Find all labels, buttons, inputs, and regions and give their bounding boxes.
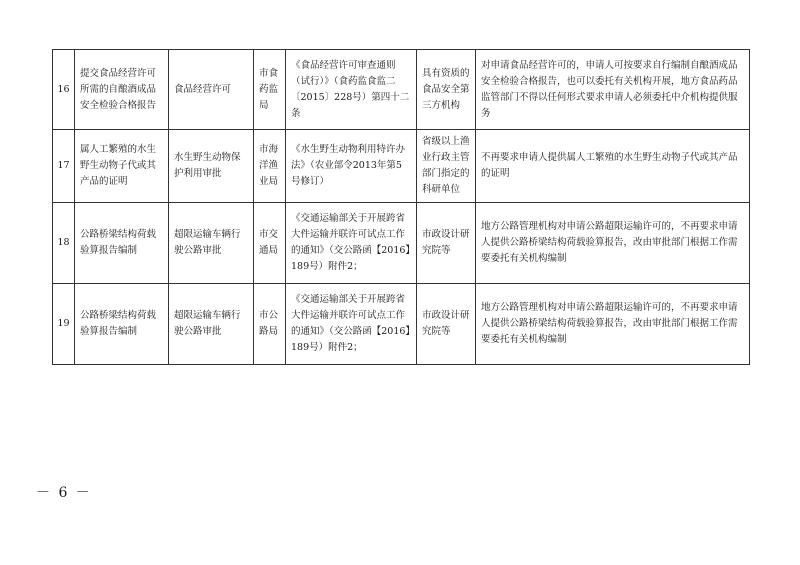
approval-item-cell: 超限运输车辆行驶公路审批 <box>169 284 254 365</box>
service-provider-cell: 市政设计研究院等 <box>417 203 476 284</box>
approval-item-cell: 食品经营许可 <box>169 50 254 130</box>
intermediary-service-cell: 公路桥梁结构荷载验算报告编制 <box>75 284 169 365</box>
row-number: 17 <box>53 130 75 203</box>
legal-basis-cell: 《食品经营许可审查通则（试行）》（食药监食监二〔2015〕228号）第四十二条 <box>286 50 417 130</box>
table-row <box>53 130 750 203</box>
legal-basis-cell: 《交通运输部关于开展跨省大件运输并联许可试点工作的通知》（交公路函【2016】189号）附件2； <box>286 203 417 284</box>
service-provider-cell: 市政设计研究院等 <box>417 284 476 365</box>
department-cell: 市海洋渔业局 <box>254 130 286 203</box>
table-row <box>53 284 750 365</box>
handling-measure-cell: 地方公路管理机构对申请公路超限运输许可的，不再要求申请人提供公路桥梁结构荷载验算报告，改由审批部门根据工作需要委托有关机构编制 <box>476 284 750 365</box>
row-number: 19 <box>53 284 75 365</box>
table-row <box>53 203 750 284</box>
handling-measure-cell: 不再要求申请人提供属人工繁殖的水生野生动物子代或其产品的证明 <box>476 130 750 203</box>
services-table <box>52 49 750 365</box>
row-number: 16 <box>53 50 75 130</box>
service-provider-cell: 具有资质的食品安全第三方机构 <box>417 50 476 130</box>
department-cell: 市交通局 <box>254 203 286 284</box>
handling-measure-cell: 对申请食品经营许可的，申请人可按要求自行编制自酿酒成品安全检验合格报告，也可以委托有关机构开展，地方食品药品监管部门不得以任何形式要求申请人必须委托中介机构提供服务 <box>476 50 750 130</box>
approval-item-cell: 水生野生动物保护利用审批 <box>169 130 254 203</box>
approval-item-cell: 超限运输车辆行驶公路审批 <box>169 203 254 284</box>
row-number: 18 <box>53 203 75 284</box>
intermediary-service-cell: 提交食品经营许可所需的自酿酒成品安全检验合格报告 <box>75 50 169 130</box>
page-number: － 6 － <box>36 485 92 501</box>
table-row <box>53 50 750 130</box>
legal-basis-cell: 《水生野生动物利用特许办法》（农业部令2013年第5号修订） <box>286 130 417 203</box>
department-cell: 市食药监局 <box>254 50 286 130</box>
department-cell: 市公路局 <box>254 284 286 365</box>
intermediary-service-cell: 公路桥梁结构荷载验算报告编制 <box>75 203 169 284</box>
legal-basis-cell: 《交通运输部关于开展跨省大件运输并联许可试点工作的通知》（交公路函【2016】189号）附件2； <box>286 284 417 365</box>
service-provider-cell: 省级以上渔业行政主管部门指定的科研单位 <box>417 130 476 203</box>
handling-measure-cell: 地方公路管理机构对申请公路超限运输许可的，不再要求申请人提供公路桥梁结构荷载验算报告，改由审批部门根据工作需要委托有关机构编制 <box>476 203 750 284</box>
intermediary-service-cell: 属人工繁殖的水生野生动物子代或其产品的证明 <box>75 130 169 203</box>
